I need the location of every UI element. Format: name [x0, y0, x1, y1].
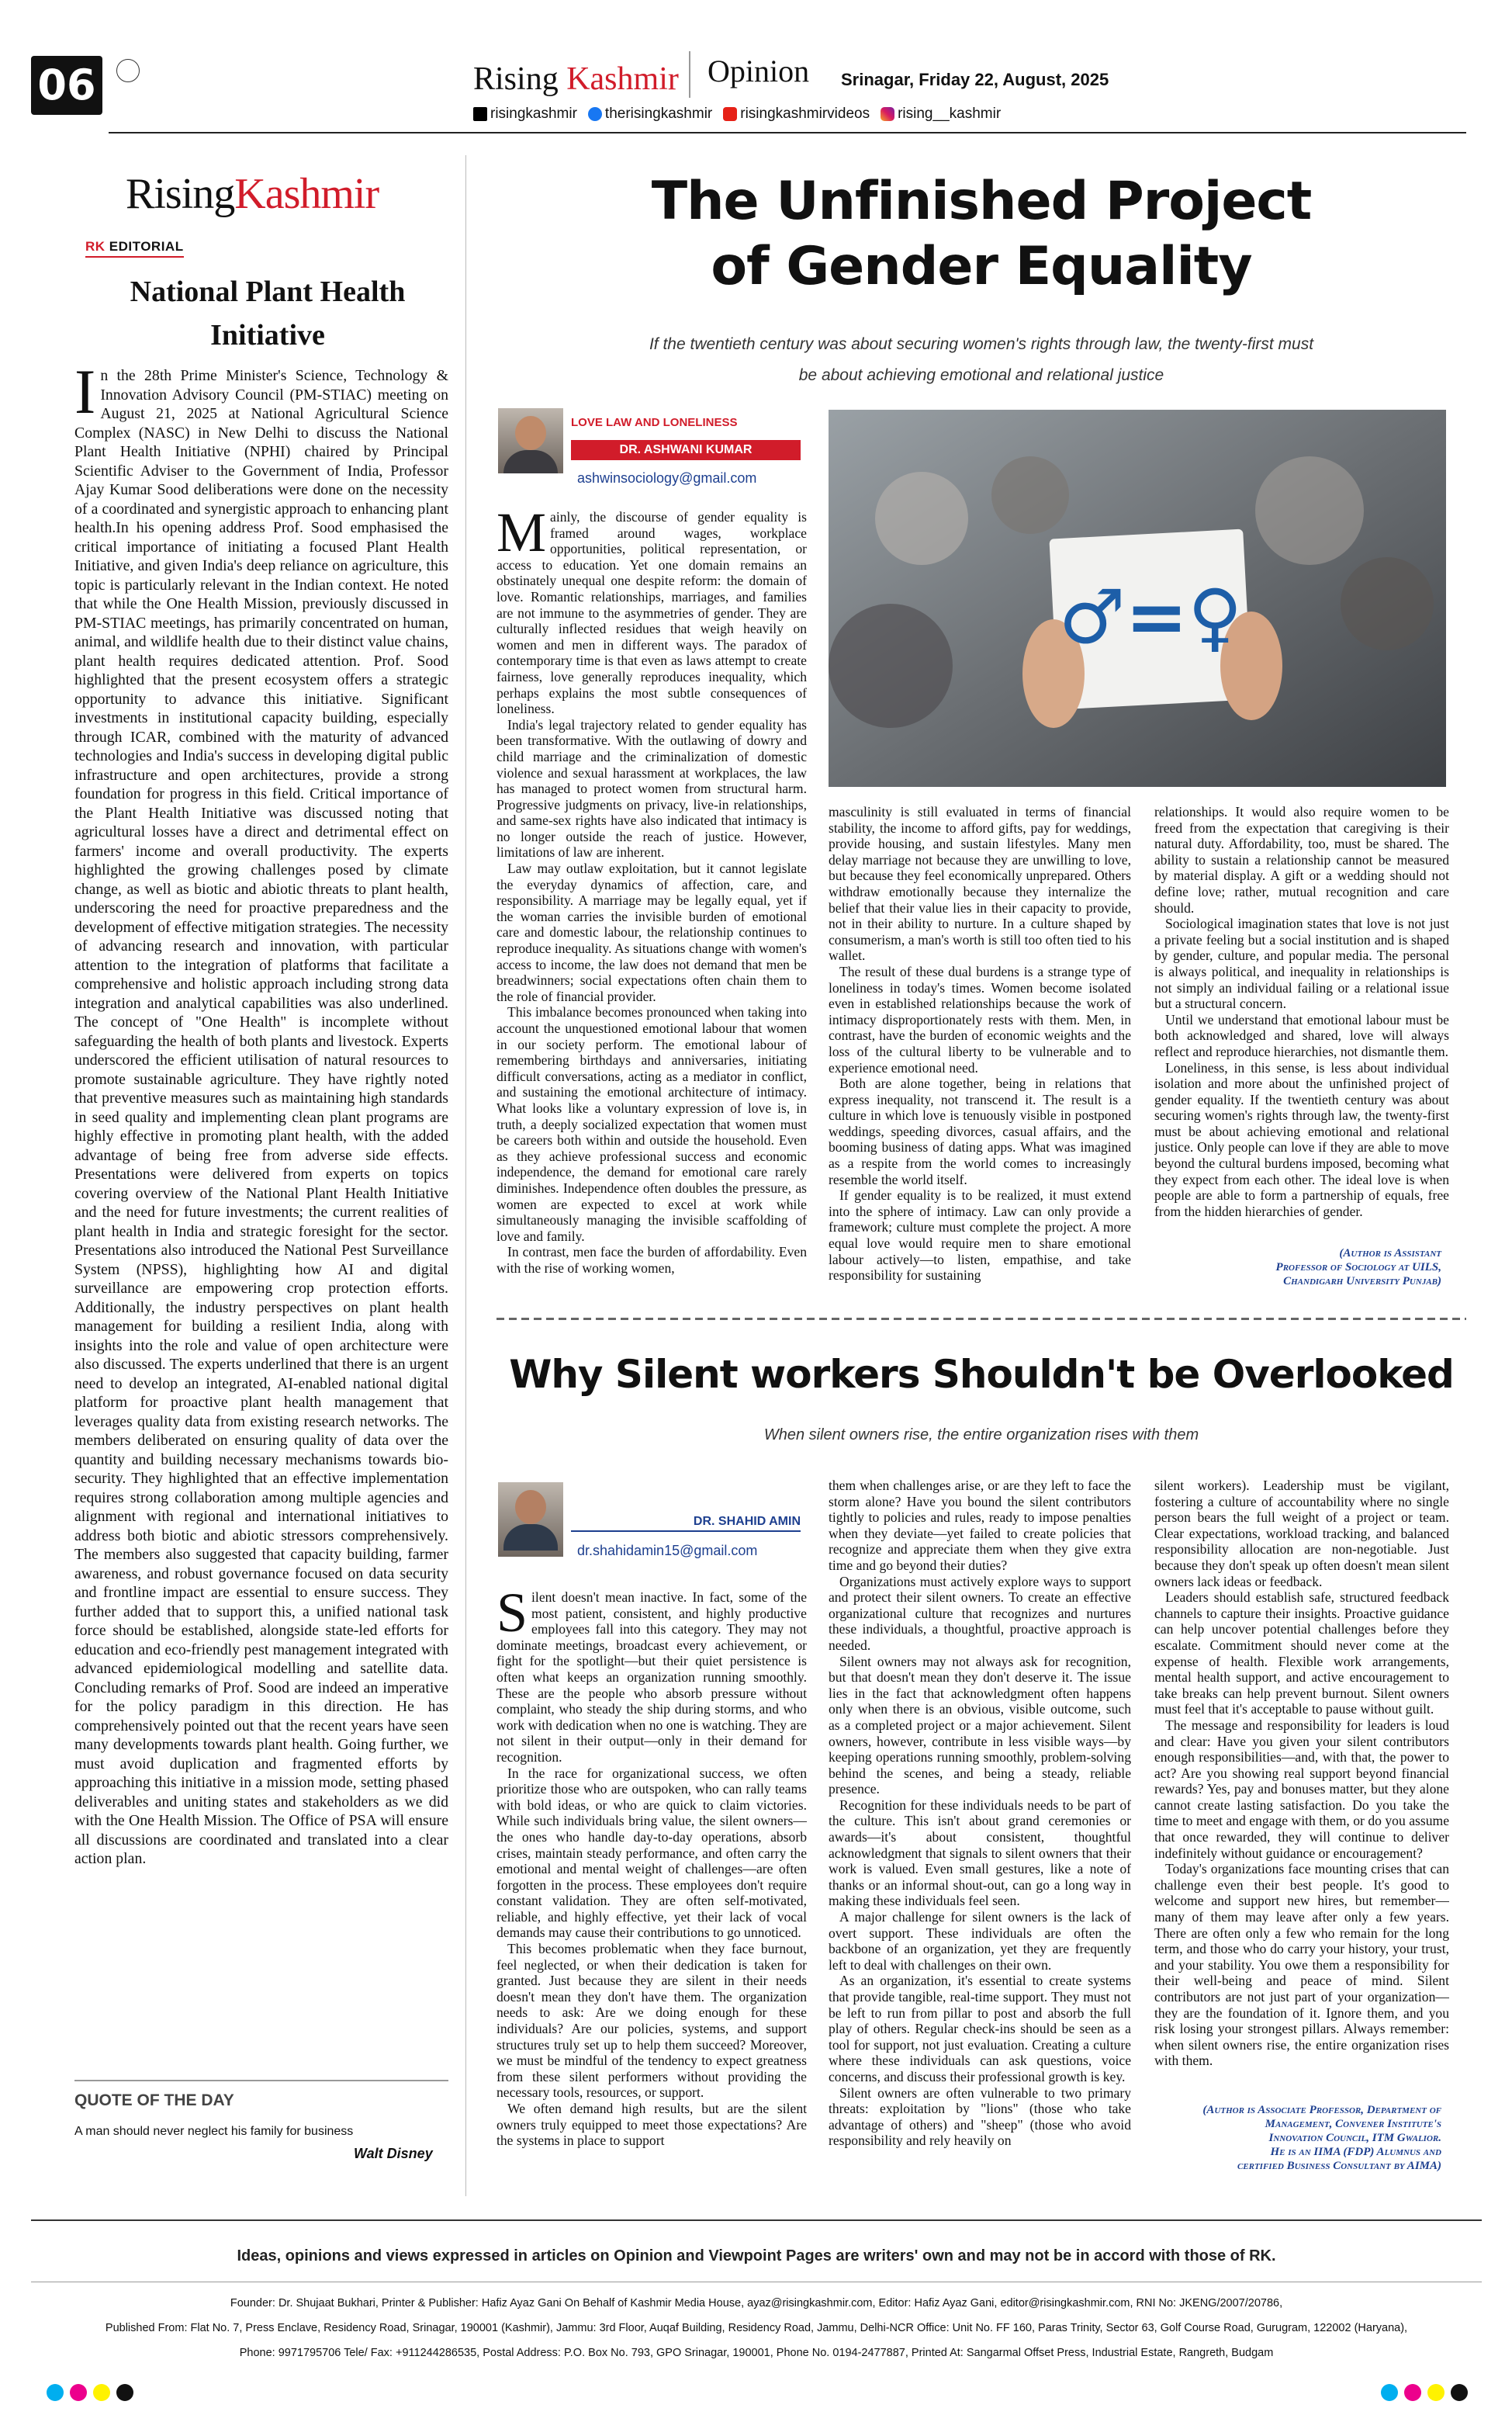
credit-line: (Author is Associate Professor, Department of Management, Convener Institute's — [1202, 2104, 1441, 2130]
article1-para: India's legal trajectory related to gender equality has been transformative. With the outlawing of dowry and child marriage and the criminalization of domestic violence and sexual harassment at workplaces, the law has managed to protect women from structural harm. Progressive judgments on privacy, live-in relationships, and same-sex rights have also indicated that intimacy is no longer outside the reach of justice. However, limitations of law are inherent. — [497, 716, 807, 861]
logo-part2: Kashmir — [234, 170, 379, 218]
article2-para: As an organization, it's essential to create systems that provide tangible, real-time support. They must not be left to run from pillar to post and absorb the full play of others. Regular check-ins should be seen as a tool for support, not just evaluation. Creating a culture where these individuals can ask questions, voice concerns, and discuss their professional growth is key. — [829, 1973, 1131, 2084]
logo-part1: Rising — [126, 170, 235, 218]
deck-line1: If the twentieth century was about securing women's rights through law, the twenty-first must — [649, 335, 1314, 353]
article1-column-1 — [497, 509, 807, 1293]
article1-author: DR. ASHWANI KUMAR — [571, 440, 801, 460]
article1-para: If gender equality is to be realized, it must extend into the sphere of intimacy. Law can only provide a framework; culture must complete the project. A more equal love would require men to share emotional labour actively—to listen, empathise, and take responsibility for sustaining — [829, 1187, 1131, 1284]
column-divider — [465, 155, 466, 2196]
footer-line1: Founder: Dr. Shujaat Bukhari, Printer & Publisher: Hafiz Ayaz Gani On Behalf of Kashmir Media House, ayaz@risingkashmir.com, Editor: Hafiz Ayaz Gani, editor@risingkashmir.com, RNI No: JKENG/2007/20786, — [230, 2297, 1283, 2309]
header-rule — [109, 132, 1466, 133]
article2-para: Today's organizations face mounting crises that can challenge even their best people. It's good to welcome and support new hires, but remember—many of them may leave after only a few years. There are often only a few who remain for the long term, and those who do carry your history, your trust, and your stability. You owe them a responsibility for their well-being and peace of mind. Silent contributors are not just part of your organization—they are the foundation of it. Ignore them, and you risk losing your strongest pillars. Always remember: when silent owners rise, the entire organization rises with them. — [1154, 1861, 1449, 2069]
article2-author: DR. SHAHID AMIN — [571, 1515, 801, 1532]
social-facebook[interactable] — [588, 106, 712, 123]
label-rk: RK — [85, 239, 106, 254]
article1-para: This imbalance becomes pronounced when taking into account the unquestioned emotional labour that women in our society perform. The emotional labour of remembering birthdays and anniversaries, initiating difficult conversations, acting as a mediator in conflict, and sustaining the emotional architecture of intimacy. What looks like a voluntary expression of love is, in truth, a deeply socialized expectation that women must be careers both within and outside the household. Even as they achieve professional success and economic independence, the demand for emotional care rarely diminishes. Independence often doubles the pressure, as women are expected to excel at work while simultaneously managing the invisible scaffolding of love and family. — [497, 1004, 807, 1244]
social-x[interactable] — [473, 106, 577, 123]
article2-column-2 — [829, 1478, 1131, 2179]
article1-headline — [497, 169, 1466, 300]
article1-para: In contrast, men face the burden of affordability. Even with the rise of working women, — [497, 1244, 807, 1276]
article2-para: Recognition for these individuals needs to be part of the culture. This isn't about grand ceremonies or awards—it's about consistent, thoughtful acknowledgment that signals to silent owners that their work is valued. Even small gestures, like a note of thanks or an informal shout-out, can go a long way in making these individuals feel seen. — [829, 1797, 1131, 1909]
label-rest: EDITORIAL — [105, 239, 184, 254]
article1-para: Loneliness, in this sense, is less about individual isolation and more about the unfinished project of gender equality. If the twentieth century was about securing women's rights through law, the twenty-first must be about achieving emotional and relational justice. Only people can love if they are able to move beyond the cultural burdens imposed, becoming what they expect from each other. The ideal love is when people are able to form a partnership of equals, free from the hidden hierarchies of gender. — [1154, 1059, 1449, 1219]
article1-photo — [829, 410, 1446, 787]
article1-para: The result of these dual burdens is a strange type of loneliness in today's times. Women become isolated even in established relationships because the work of intimacy disproportionately rests with them. Men, in contrast, have the burden of economic weights and the loss of the cultural liberty to be vulnerable and to experience emotional need. — [829, 963, 1131, 1076]
article2-para: The message and responsibility for leaders is loud and clear: Have you given your silent contributors enough responsibilities—and, with that, the power to act? Are you showing real support beyond financial rewards? Yes, pay and bonuses matter, but they alone cannot create lasting satisfaction. Do you take the time to meet and engage with them, or do you assume that once rewarded, they will continue to deliver indefinitely without guidance or encouragement? — [1154, 1717, 1449, 1861]
page-number: 06 — [31, 56, 102, 115]
photo-symbols: ♂=♀ — [1058, 573, 1243, 660]
article1-column-2 — [829, 804, 1131, 1293]
article2-para: Organizations must actively explore ways to support and protect their silent owners. To create an effective organizational culture that recognizes and nurtures these individuals, a thoughtful, proactive approach is needed. — [829, 1573, 1131, 1653]
masthead-part2: Kashmir — [566, 61, 679, 97]
credit-line: He is an IIMA (FDP) Alumnus and — [1270, 2146, 1441, 2158]
article-separator — [497, 1318, 1466, 1320]
article2-headline: Why Silent workers Shouldn't be Overlooked — [509, 1352, 1454, 1397]
credit-line: Chandigarh University Punjab) — [1283, 1275, 1441, 1287]
social-handle: rising__kashmir — [898, 106, 1002, 122]
article2-dropcap: S — [497, 1589, 528, 1644]
editorial-logo — [126, 169, 379, 219]
masthead-divider — [689, 51, 690, 98]
footer-line3: Phone: 9971795706 Tele/ Fax: +911244286535, Postal Address: P.O. Box No. 793, GPO Srinagar, 190001, Phone No. 0194-2477887, Printed At: Sangarmal Offset Press, Industrial Estate, Rangreth, Budgam — [239, 2347, 1274, 2359]
credit-line: Professor of Sociology at UILS, — [1275, 1261, 1441, 1273]
article2-para: We often demand high results, but are the silent owners truly equipped to meet those expectations? Are the systems in place to support — [497, 2101, 807, 2149]
gender-symbols-photo — [829, 410, 1446, 787]
article1-column-3 — [1154, 804, 1449, 1246]
article2-credit — [1154, 2103, 1441, 2173]
editorial-text: n the 28th Prime Minister's Science, Technology & Innovation Advisory Council (PM-STIAC) meeting on August 21, 2025 at National Agricultural Science Complex (NASC) in New Delhi to discuss the National Plant Health Initiative (NPHI) chaired by Principal Scientific Adviser to the Government of India, Professor Ajay Kumar Sood deliberations were done on the necessity of a coordinated and synergistic approach to enhancing plant health.In his opening address Prof. Sood emphasised the critical importance of initiating a focused Plant Health Initiative, and given India's deep reliance on agriculture, this topic is particularly relevant in the Indian context. He noted that while the One Health Mission, previously discussed in PM-STIAC meetings, has primarily concentrated on human, animal, and wildlife health due to their distinct value chains, plant health requires dedicated attention. Prof. Sood highlighted that the present ecosystem offers a strategic opportunity to advance this initiative. Significant investments in institutional capacity building, especially through ICAR, combined with the maturity of advanced technologies and India's success in developing digital public infrastructure and open architectures, provide a strong foundation for progress in this field. Critical importance of the Plant Health Initiative was discussed noting that agricultural losses have a direct and detrimental effect on farmers' income and overall productivity. The experts highlighted the growing challenges posed by climate change, as well as biotic and abiotic threats to plant health, underscoring the need for proactive preparedness and the development of effective mitigation strategies. The necessity of advancing research and innovation, with particular attention to the integration of platforms that facilitate a comprehensive and holistic approach including strong data integration and analytical capabilities was also underlined. The concept of "One Health" is incomplete without safeguarding the health of both plants and livestock. Experts underscored the efficient utilisation of natural resources to promote sustainable agriculture. They have rightly noted that preventive measures such as maintaining high standards in seed quality and implementing clean plant programs are highly effective in promoting plant health, with the added advantage of being free from adverse side effects. Presentations were delivered from experts on topics covering overview of the National Plant Health Initiative and the need for future investments; the current realities of plant health in India and strategic foresight for the sector. Presentations also introduced the National Pest Surveillance System (NPSS), highlighting how AI and digital surveillance are empowering crop protection efforts. Additionally, the industry perspectives on plant health management for building a resilient India, along with insights into the role and value of open architecture were also discussed. The experts underlined that there is an urgent need to develop an integrated, AI-enabled national digital platform for proactive plant health management that leverages quality data from existing research networks. The members deliberated on ensuring quality of data over the quantity and building necessary mechanisms towards bio-security. They highlighted that an effective implementation requires strong collaboration among multiple agencies and alignment with regional and international initiatives to address both biotic and abiotic stressors comprehensively. The members also suggested that capacity building, farmer awareness, and robust governance focused on data security and frontline impact are essential to ensure success. They further added that to support this, a unified national task force should be established, alongside state-led efforts for education and eco-friendly pest management integrated with advanced epidemiological modelling and satellite data. Concluding remarks of Prof. Sood are indeed an imperative for the policy paradigm in this direction. He has comprehensively pointed out that the recent years have seen many developments towards plant health. Going further, we must avoid duplication and fragmented efforts by approaching this initiative in a mission mode, setting phased deliverables and uniting states and stakeholders as we did with the One Health Mission. The Office of PSA will ensure all discussions are coordinated and translated into a clear action plan. — [74, 367, 448, 1867]
article1-para: relationships. It would also require women to be freed from the expectation that caregiving is their natural duty. Affordability, too, must be shared. The ability to sustain a relationship cannot be measured by material display. A gift or a wedding should not define love; rather, mutual recognition and care should. — [1154, 804, 1449, 916]
article2-para: Silent owners may not always ask for recognition, but that doesn't mean they don't deserve it. The issue lies in the fact that acknowledgment often happens only when there is an obvious, visible outcome, such as a completed project or a major achievement. Silent owners, however, contribute in less visible ways—by keeping operations running smoothly, problem-solving behind the scenes, and being a steady, reliable presence. — [829, 1653, 1131, 1797]
editorial-dropcap: I — [74, 366, 96, 427]
author-photo — [498, 1482, 563, 1557]
youtube-icon — [723, 107, 737, 121]
credit-line: (Author is Assistant — [1339, 1247, 1441, 1260]
masthead-part1: Rising — [473, 61, 559, 97]
article2-para: Silent owners are often vulnerable to two primary threats: exploitation by "lions" (those who take advantage of others) and "sheep" (those who avoid responsibility and rely heavily on — [829, 2084, 1131, 2149]
color-registration-right — [1381, 2384, 1468, 2401]
x-icon — [473, 107, 487, 121]
article2-para: silent workers). Leadership must be vigilant, fostering a culture of accountability where no single person bears the full weight of a project or team. Clear expectations, workload tracking, and balanced responsibility allocation are non-negotiable. Just because they don't speak up often doesn't mean silent owners lack ideas or feedback. — [1154, 1478, 1449, 1589]
article2-para: A major challenge for silent owners is the lack of overt support. These individuals are often the backbone of an organization, yet they are frequently left to deal with challenges on their own. — [829, 1909, 1131, 1973]
headline-line1: The Unfinished Project — [651, 171, 1312, 232]
article2-para: This becomes problematic when they face burnout, feel neglected, or when their dedication is taken for granted. Just because they are silent in their needs doesn't mean they don't have them. The organization needs to ask: Are we doing enough for these individuals? Are our policies, systems, and support structures truly set up to help them succeed? Moreover, we must be mindful of the tendency to expect greatness from these silent performers without providing the necessary tools, resources, or support. — [497, 1941, 807, 2101]
masthead-logo[interactable] — [473, 61, 679, 98]
instagram-icon — [881, 107, 894, 121]
article1-credit — [1154, 1246, 1441, 1288]
article2-column-1 — [497, 1589, 807, 2179]
footer-line2: Published From: Flat No. 7, Press Enclave, Residency Road, Srinagar, 190001 (Kashmir), Jammu: 3rd Floor, Auqaf Building, Residency Road, Jammu, Delhi-NCR Office: Unit No. FF 160, Paras Trinity, Sector 63, Golf Course Road, Gurugram, 122002 (Haryana), — [105, 2322, 1408, 2334]
article1-para: Sociological imagination states that love is not just a private feeling but a social institution and is shaped by gender, culture, and popular media. The personal is always political, and inequality in relationships is not simply an individual failing or a relational issue but a structural concern. — [1154, 916, 1449, 1012]
editorial-label — [85, 239, 184, 258]
deck-line2: be about achieving emotional and relational justice — [798, 366, 1164, 384]
facebook-icon — [588, 107, 602, 121]
article1-deck — [497, 329, 1466, 391]
editorial-title: National Plant Health Initiative — [130, 275, 406, 352]
article2-para: ilent doesn't mean inactive. In fact, some of the most patient, consistent, and highly productive employees fall into this category. They may not dominate meetings, broadcast every achievement, or fight for the spotlight—but their quiet persistence is often what keeps an organization running smoothly. These are the people who absorb pressure without complaint, who steady the ship during storms, and who work with dedication when no one is watching. They are not silent in their output—only in their demand for recognition. — [497, 1589, 807, 1765]
article1-para: ainly, the discourse of gender equality is framed around wages, workplace opportunities, political representation, or access to education. Yet one domain remains an obstinately unequal one despite reform: the domain of love. Romantic relationships, marriages, and families are not immune to the asymmetries of gender. They are culturally inflected residues that weigh heavily on women and men in different ways. The paradox of contemporary time is that even as laws attempt to create fairness, love generally reproduces inequality, which perhaps explains the most subtle consequences of loneliness. — [497, 509, 807, 717]
quote-divider — [74, 2080, 448, 2081]
social-links — [473, 106, 1001, 123]
article1-para: Law may outlaw exploitation, but it cannot legislate the everyday dynamics of affection, care, and responsibility. A marriage may be legally equal, yet if the woman carries the invisible burden of emotional care and domestic labour, the relationship continues to reproduce inequality. As situations change with women's access to income, the law does not demand that men be breadwinners; social expectations often chain them to the role of financial provider. — [497, 861, 807, 1004]
article2-deck: When silent owners rise, the entire organization rises with them — [763, 1426, 1199, 1443]
disclaimer: Ideas, opinions and views expressed in articles on Opinion and Viewpoint Pages are writers' own and may not be in accord with those of RK. — [237, 2247, 1276, 2264]
quote-heading: QUOTE OF THE DAY — [74, 2091, 234, 2109]
article2-para: Leaders should establish safe, structured feedback channels to capture their insights. Proactive guidance can help uncover potential challenges before they escalate. Commitment should never come at the expense of health. Flexible work arrangements, mental health support, and active encouragement to take breaks can help prevent burnout. Silent owners must feel that it's acceptable to pause without guilt. — [1154, 1589, 1449, 1717]
quote-author: Walt Disney — [354, 2146, 433, 2161]
author-photo — [498, 408, 563, 473]
credit-line: Innovation Council, ITM Gwalior. — [1268, 2132, 1441, 2144]
editorial-body — [74, 366, 448, 2143]
social-handle: risingkashmir — [490, 106, 577, 122]
article1-para: Both are alone together, being in relations that express inequality, not transcend it. The result is a culture in which love is tenuously visible in postponed weddings, speeding divorces, casual affairs, and the booming business of dating apps. What was imagined as a respite from the world comes to increasingly resemble the world itself. — [829, 1076, 1131, 1187]
social-handle: therisingkashmir — [604, 106, 713, 122]
social-handle: risingkashmirvideos — [740, 106, 870, 122]
article1-email[interactable]: ashwinsociology@gmail.com — [577, 470, 757, 486]
section-name: Opinion — [708, 54, 810, 88]
article1-para: Until we understand that emotional labour must be both acknowledged and shared, love will always reflect and reproduce hierarchies, not dismantle them. — [1154, 1011, 1449, 1059]
color-registration-left — [47, 2384, 133, 2401]
credit-line: certified Business Consultant by AIMA) — [1237, 2160, 1441, 2172]
article2-para: In the race for organizational success, we often prioritize those who are outspoken, who can rally teams with bold ideas, or who are quick to claim victories. While such individuals bring value, the silent owners—the ones who handle day-to-day operations, absorb crises, maintain steady performance, and often carry the emotional and mental weight of challenges—are often forgotten in the process. These employees don't require constant validation. They are often self-motivated, reliable, and highly effective, yet their lack of vocal demands may cause their contributions to go unnoticed. — [497, 1765, 807, 1941]
quote-text: A man should never neglect his family for business — [74, 2125, 354, 2138]
article2-column-3 — [1154, 1478, 1449, 2098]
article2-para: them when challenges arise, or are they left to face the storm alone? Have you bound the silent contributors tightly to policies and rules, ready to impose penalties when they deviate—yet failed to create policies that recognize and appreciate them when they give extra time and go beyond their duties? — [829, 1478, 1131, 1573]
social-instagram[interactable] — [881, 106, 1001, 123]
headline-line2: of Gender Equality — [711, 236, 1252, 297]
registration-mark-icon — [116, 59, 140, 82]
article1-para: masculinity is still evaluated in terms of financial stability, the income to afford gifts, pay for weddings, provide housing, and sustain lifestyles. Many men delay marriage not because they are unwilling to love, but because they feel economically unprepared. Others withdraw emotionally because they internalize the belief that their value lies in their capacity to provide, not in their ability to nurture. In a culture shaped by consumerism, a man's worth is still too often tied to his wallet. — [829, 804, 1131, 964]
dateline: Srinagar, Friday 22, August, 2025 — [841, 70, 1109, 89]
footer-rule — [31, 2219, 1482, 2221]
article2-email[interactable]: dr.shahidamin15@gmail.com — [577, 1543, 758, 1558]
social-youtube[interactable] — [723, 106, 870, 123]
article1-dropcap: M — [497, 509, 547, 563]
article1-kicker: LOVE LAW AND LONELINESS — [571, 416, 738, 429]
